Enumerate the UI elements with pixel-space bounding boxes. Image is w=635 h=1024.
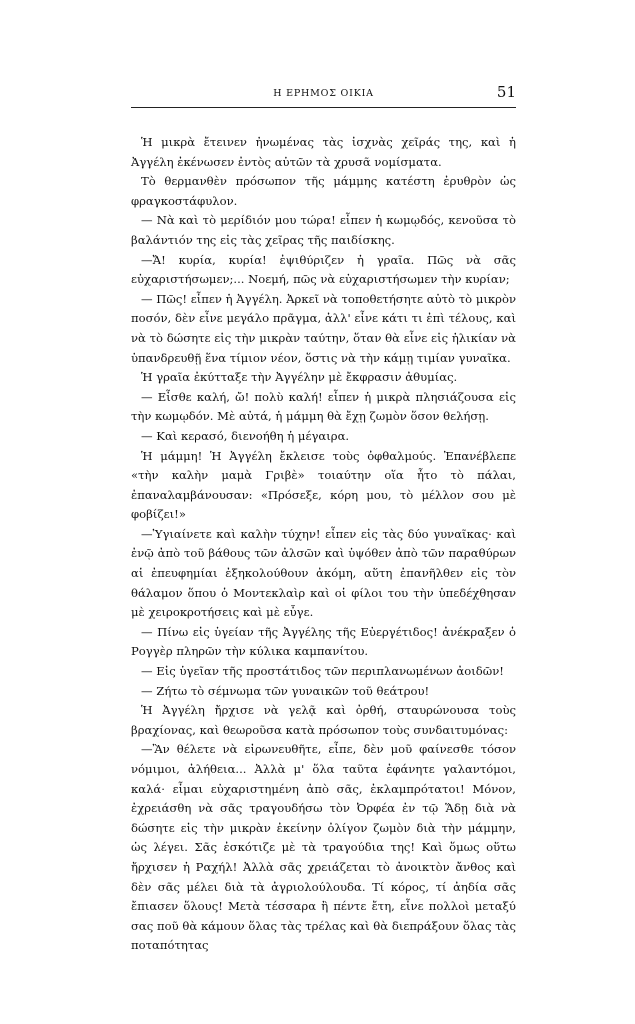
paragraph: — Νὰ καὶ τὸ μερίδιόν μου τώρα! εἶπεν ἡ κωμῳδός, κενοῦσα τὸ βαλάντιόν της εἰς τὰς χεῖρας τῆς παιδίσκης. bbox=[131, 213, 516, 247]
paragraph: Τὸ θερμανθὲν πρόσωπον τῆς μάμμης κατέστη ἐρυθρὸν ὡς φραγκοστάφυλον. bbox=[131, 174, 516, 208]
paragraph: Ἡ γραῖα ἐκύτταξε τὴν Ἀγγέλην μὲ ἔκφρασιν ἀθυμίας. bbox=[141, 370, 458, 385]
body-text bbox=[131, 133, 516, 956]
running-title: Η ΕΡΗΜΟΣ ΟΙΚΙΑ bbox=[273, 88, 374, 99]
paragraph: Ἡ Ἀγγέλη ἤρχισε νὰ γελᾷ καὶ ὀρθή, σταυρώνουσα τοὺς βραχίονας, καὶ θεωροῦσα κατὰ πρόσωπον τοὺς συνδαιτυμόνας: bbox=[131, 703, 516, 737]
running-head bbox=[131, 83, 516, 108]
paragraph: — Πίνω εἰς ὑγείαν τῆς Ἀγγέλης τῆς Εὐεργέτιδος! ἀνέκραξεν ὁ Ρογγὲρ πληρῶν τὴν κύλικα καμπανίτου. bbox=[131, 624, 516, 659]
paragraph: Ἡ μικρὰ ἔτεινεν ἠνωμένας τὰς ἰσχνὰς χεῖράς της, καὶ ἡ Ἀγγέλη ἐκένωσεν ἐντὸς αὐτῶν τὰ χρυσᾶ νομίσματα. bbox=[131, 135, 516, 169]
paragraph: — Ζήτω τὸ σέμνωμα τῶν γυναικῶν τοῦ θεάτρου! bbox=[141, 683, 430, 698]
page-number: 51 bbox=[496, 83, 516, 101]
paragraph: Ἡ μάμμη! Ἡ Ἀγγέλη ἔκλεισε τοὺς ὀφθαλμούς. Ἐπανέβλεπε «τὴν καλὴν μαμὰ Γριβὲ» τοιαύτην οἵα ἦτο τὸ πάλαι, ἐπαναλαμβάνουσαν: «Πρόσεξε, κόρη μου, τὸ μέλλον σου μὲ φοβίζει!» bbox=[131, 448, 516, 522]
paragraph: — Καὶ κερασό, διενοήθη ἡ μέγαιρα. bbox=[141, 428, 350, 443]
paragraph: —Ὑγιαίνετε καὶ καλὴν τύχην! εἶπεν εἰς τὰς δύο γυναῖκας· καὶ ἐνῷ ἀπὸ τοῦ βάθους τῶν ἀλσῶν καὶ ὑψόθεν ἀπὸ τῶν παραθύρων αἱ ἐπευφημίαι ἐξηκολούθουν ἀκόμη, αὕτη ἐπανῆλθεν εἰς τὸν θάλαμον ὅπου ὁ Μοντεκλαὶρ καὶ οἱ φίλοι του τὴν ὑπεδέχθησαν μὲ χειροκροτήσεις καὶ μὲ εὖγε. bbox=[131, 526, 516, 620]
paragraph: —Ἂν θέλετε νὰ εἰρωνευθῆτε, εἶπε, δὲν μοῦ φαίνεσθε τόσον νόμιμοι, ἀλήθεια... Ἀλλὰ μ' ὅλα ταῦτα ἐφάνητε γαλαντόμοι, καλά· εἶμαι εὐχαριστημένη ἀπὸ σᾶς, ἐκλαμπρότατοι! Μόνον, ἐχρειάσθη νὰ σᾶς τραγουδήσω τὸν Ὀρφέα ἐν τῷ Ἅδῃ διὰ νὰ δώσητε εἰς τὴν μικρὰν ἐκείνην ὀλίγον ζωμὸν διὰ τὴν μάμμην, ὡς λέγει. Σᾶς ἐσκότιζε μὲ τὰ τραγούδια της! Καὶ ὅμως οὕτω ἤρχισεν ἡ Ραχήλ! Ἀλλὰ σᾶς χρειάζεται τὸ ἀνοικτὸν ἄνθος καὶ δὲν σᾶς μέλει διὰ τὰ ἀγριολούλουδα. Τί κόρος, τί ἀηδία σᾶς ἔπιασεν ὅλους! Μετὰ τέσσαρα ἢ πέντε ἔτη, εἶνε πολλοὶ μεταξύ σας ποῦ θὰ κάμουν ὅλας τὰς τρέλας καὶ θὰ διεπράξουν ὅλας τὰς ποταπότητας bbox=[131, 742, 516, 953]
paragraph: —Ἄ! κυρία, κυρία! ἐψιθύριζεν ἡ γραῖα. Πῶς νὰ σᾶς εὐχαριστήσωμεν;... Νοεμή, πῶς νὰ εὐχαριστήσωμεν τὴν κυρίαν; bbox=[131, 252, 516, 287]
paragraph: — Εἶσθε καλή, ὤ! πολὺ καλή! εἶπεν ἡ μικρὰ πλησιάζουσα εἰς τὴν κωμῳδόν. Μὲ αὐτά, ἡ μάμμη θὰ ἔχῃ ζωμὸν ὅσον θελήσῃ. bbox=[131, 389, 516, 424]
paragraph: — Πῶς! εἶπεν ἡ Ἀγγέλη. Ἀρκεῖ νὰ τοποθετήσητε αὐτὸ τὸ μικρὸν ποσόν, δὲν εἶνε μεγάλο πρᾶγμα, ἀλλ' εἶνε κάτι τι ἐπὶ τέλους, καὶ νὰ τὸ δώσητε εἰς τὴν μικρὰν ταύτην, ὅταν θὰ εἶνε εἰς ἡλικίαν νὰ ὑπανδρευθῇ ἕνα τίμιον νέον, ὅστις νὰ τὴν κάμῃ τιμίαν γυναῖκα. bbox=[131, 291, 516, 365]
paragraph: — Εἰς ὑγεῖαν τῆς προστάτιδος τῶν περιπλανωμένων ἀοιδῶν! bbox=[141, 664, 504, 679]
